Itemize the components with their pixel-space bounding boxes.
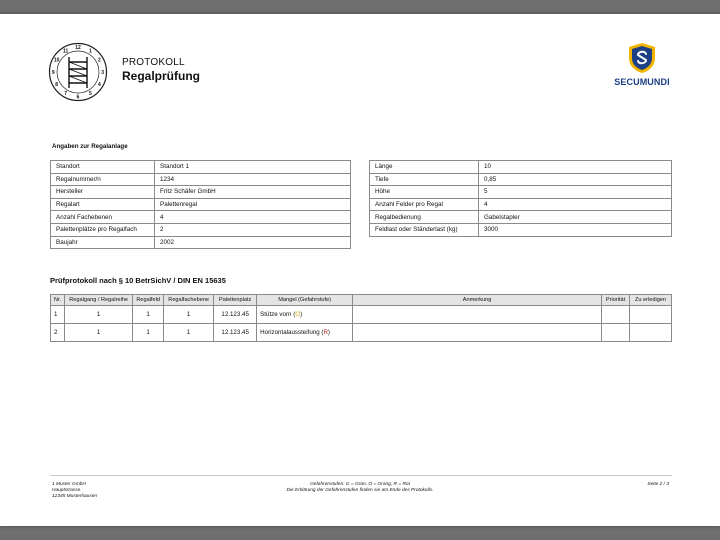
document-type: PROTOKOLL <box>122 57 185 68</box>
table-row <box>51 324 672 342</box>
info-value: Standort 1 <box>155 161 351 174</box>
footer-city: 12345 Musterhausen <box>52 494 98 499</box>
info-label: Regalnummer/n <box>51 173 155 186</box>
page-title: Regalprüfung <box>122 69 200 83</box>
priority-cell[interactable] <box>602 324 630 342</box>
seal-number: 2 <box>97 57 101 64</box>
info-label: Anzahl Fachebenen <box>51 211 155 224</box>
info-value: 3000 <box>479 223 672 236</box>
info-label: Regalbedienung <box>370 211 479 224</box>
column-header: Regalfeld <box>133 295 164 306</box>
column-header: Anmerkung <box>353 295 602 306</box>
seal-number: 4 <box>97 82 101 89</box>
level-cell: 1 <box>164 306 214 324</box>
info-label: Standort <box>51 161 155 174</box>
info-row <box>51 211 351 224</box>
info-row <box>370 173 672 186</box>
info-row <box>51 198 351 211</box>
seal-number: 9 <box>51 69 55 76</box>
info-value: 10 <box>479 161 672 174</box>
row-number: 1 <box>51 306 65 324</box>
info-label: Höhe <box>370 186 479 199</box>
level-cell: 1 <box>164 324 214 342</box>
aisle-cell: 1 <box>65 306 133 324</box>
seal-number: 10 <box>53 57 60 64</box>
aisle-cell: 1 <box>65 324 133 342</box>
info-value: Gabelstapler <box>479 211 672 224</box>
seal-number: 11 <box>63 48 69 55</box>
footer-address <box>52 482 97 500</box>
info-label: Länge <box>370 161 479 174</box>
footer-divider <box>50 475 672 476</box>
info-label: Baujahr <box>51 236 155 249</box>
column-header: Priorität <box>602 295 630 306</box>
defect-cell: Horizontalaussteifung (R) <box>257 324 353 342</box>
seal-number: 6 <box>76 94 80 101</box>
info-value: 5 <box>479 186 672 199</box>
rack-info-left-table <box>50 160 351 249</box>
info-label: Hersteller <box>51 186 155 199</box>
seal-number: 5 <box>88 91 92 98</box>
info-row <box>370 161 672 174</box>
footer-legend-line-1: Gefahrenstufen: G = Grün, O = Orang, R = Rot <box>310 482 410 487</box>
column-header: Nr. <box>51 295 65 306</box>
row-number: 2 <box>51 324 65 342</box>
info-label: Palettenplätze pro Regalfach <box>51 223 155 236</box>
info-row <box>51 186 351 199</box>
brand-logo <box>612 42 672 90</box>
seal-number: 12 <box>75 45 81 52</box>
info-row <box>51 236 351 249</box>
defect-text: Stütze vorn <box>260 311 292 318</box>
info-row <box>370 211 672 224</box>
todo-cell[interactable] <box>630 324 672 342</box>
column-header: Zu erledigen <box>630 295 672 306</box>
pallet-cell: 12.123.45 <box>214 306 257 324</box>
hazard-level: O <box>295 311 301 318</box>
page-number: Seite 2 / 3 <box>647 482 669 487</box>
protocol-heading: Prüfprotokoll nach § 10 BetrSichV / DIN EN 15635 <box>50 276 226 285</box>
protocol-table <box>50 294 672 342</box>
table-row <box>51 306 672 324</box>
info-value: 1234 <box>155 173 351 186</box>
column-header: Regalgang / Regalreihe <box>65 295 133 306</box>
field-cell: 1 <box>133 306 164 324</box>
hazard-level: R <box>323 329 328 336</box>
rack-info-right-table <box>369 160 672 237</box>
pallet-cell: 12.123.45 <box>214 324 257 342</box>
info-label: Tiefe <box>370 173 479 186</box>
info-value: 0,85 <box>479 173 672 186</box>
todo-cell[interactable] <box>630 306 672 324</box>
info-row <box>370 223 672 236</box>
info-value: Palettenregal <box>155 198 351 211</box>
info-value: 4 <box>155 211 351 224</box>
footer-street: Hauptstrasse <box>52 488 81 493</box>
info-row <box>370 198 672 211</box>
info-label: Anzahl Felder pro Regal <box>370 198 479 211</box>
info-value: Fritz Schäfer GmbH <box>155 186 351 199</box>
info-label: Regalart <box>51 198 155 211</box>
note-cell[interactable] <box>353 306 602 324</box>
defect-cell: Stütze vorn (O) <box>257 306 353 324</box>
header <box>0 14 720 114</box>
info-row <box>370 186 672 199</box>
info-value: 2002 <box>155 236 351 249</box>
seal-number: 3 <box>101 69 105 76</box>
footer-legend <box>200 482 520 494</box>
note-cell[interactable] <box>353 324 602 342</box>
field-cell: 1 <box>133 324 164 342</box>
info-row <box>51 173 351 186</box>
info-value: 4 <box>479 198 672 211</box>
seal-number: 7 <box>64 91 68 98</box>
rack-info-heading: Angaben zur Regalanlage <box>52 143 128 150</box>
column-header: Palettenplatz <box>214 295 257 306</box>
column-header: Mangel (Gefahrstufe) <box>257 295 353 306</box>
priority-cell[interactable] <box>602 306 630 324</box>
info-row <box>51 223 351 236</box>
info-row <box>51 161 351 174</box>
inspection-seal-icon <box>48 42 108 102</box>
document-page <box>0 14 720 526</box>
column-header: Regalfachebene <box>164 295 214 306</box>
shield-logo-icon <box>627 42 657 74</box>
info-label: Feldlast oder Ständerlast (kg) <box>370 223 479 236</box>
footer-company: 1 Muster GmbH <box>52 482 86 487</box>
footer-legend-line-2: Die Erklärung der Gefahrenstufen finden sie am Ende des Protokolls. <box>286 488 434 493</box>
info-value: 2 <box>155 223 351 236</box>
defect-text: Horizontalaussteifung <box>260 329 320 336</box>
seal-number: 8 <box>55 82 59 89</box>
seal-number: 1 <box>88 48 92 55</box>
brand-name: SECUMUNDI <box>614 77 670 87</box>
